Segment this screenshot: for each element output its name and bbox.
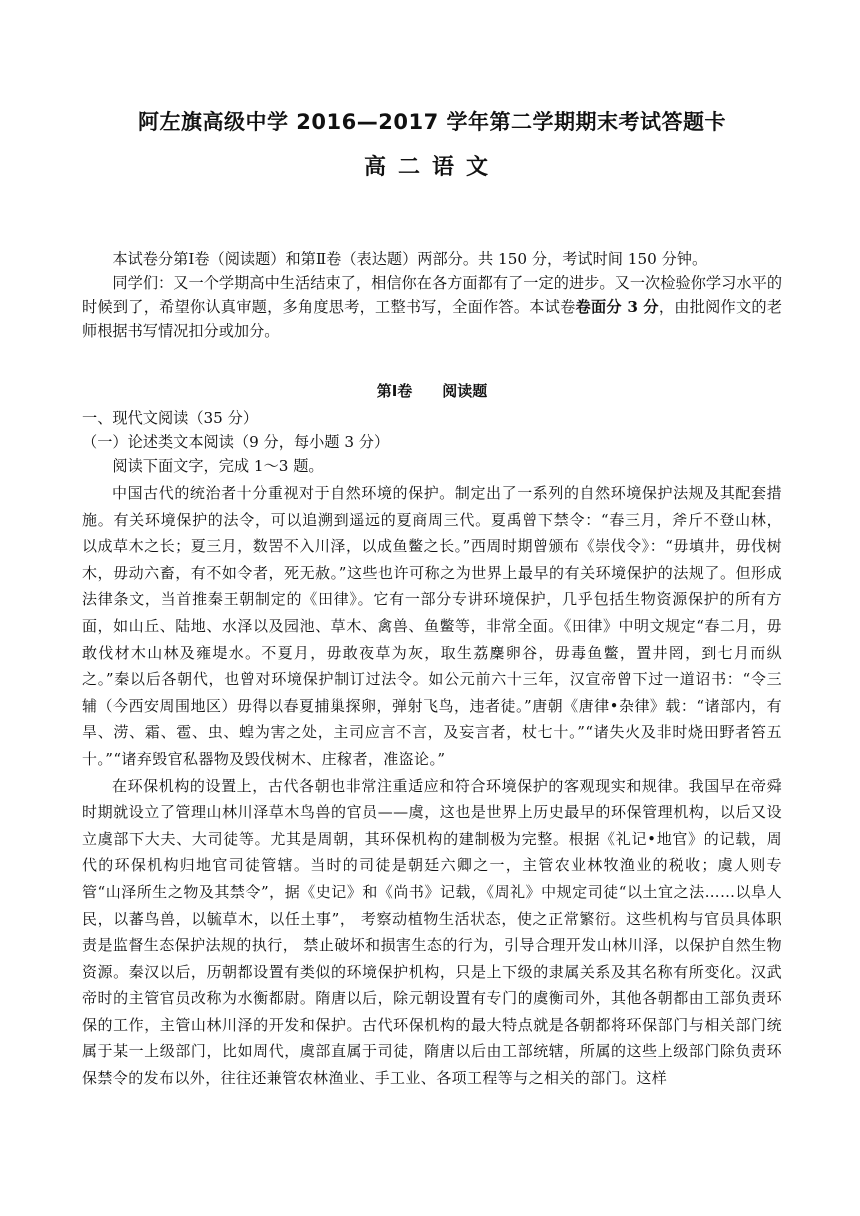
passage-paragraph-2: 在环保机构的设置上，古代各朝也非常注重适应和符合环境保护的客观现实和规律。我国早在帝舜时期就设立了管理山林川泽草木鸟兽的官员——虞，这也是世界上历史最早的环保管理机构，以后又设立虞部下大夫、大司徒等。尤其是周朝，其环保机构的建制极为完整。根据《礼记•地官》的记载，周代的环保机构归地官司徒管辖。当时的司徒是朝廷六卿之一，主管农业林牧渔业的税收；虞人则专管“山泽所生之物及其禁令”，据《史记》和《尚书》记载，《周礼》中规定司徒“以土宜之法……以阜人民，以蕃鸟兽，以毓草木，以任土事”， 考察动植物生活状态，使之正常繁衍。这些机构与官员具体职责是监督生态保护法规的执行， 禁止破坏和损害生态的行为，引导合理开发山林川泽，以保护自然生物资源。秦汉以后，历朝都设置有类似的环境保护机构，只是上下级的隶属关系及其名称有所变化。汉武帝时的主管官员改称为水衡都尉。隋唐以后，除元朝设置有专门的虞衡司外，其他各朝都由工部负责环保的工作，主管山林川泽的开发和保护。古代环保机构的最大特点就是各朝都将环保部门与相关部门统属于某一上级部门，比如周代，虞部直属于司徒，隋唐以后由工部统辖，所属的这些上级部门除负责环保禁令的发布以外，往往还兼管农林渔业、手工业、各项工程等与之相关的部门。这样 bbox=[82, 776, 782, 1088]
part-1-heading: 一、现代文阅读（35 分） bbox=[82, 409, 259, 427]
exam-intro bbox=[82, 247, 782, 343]
exam-title: 阿左旗高级中学 2016—2017 学年第二学期期末考试答题卡 bbox=[137, 110, 726, 134]
answer-sheet-page bbox=[82, 0, 782, 1216]
intro-line-2-start: 同学们：又一个学期高中生活结束了，相信你在各方面都有了一定的进步。又一次检验你学习水平的时候到了，希望你认真审题，多角度思考，工整书写，全面作答。本试卷 bbox=[82, 274, 782, 316]
intro-line-2-end: ，由批阅作文的老师根据书写情况扣分或加分。 bbox=[82, 298, 783, 340]
reading-passage bbox=[82, 480, 782, 1092]
intro-score-note: 卷面分 3 分 bbox=[575, 298, 659, 316]
part-1-subheading: （一）论述类文本阅读（9 分，每小题 3 分） bbox=[82, 433, 390, 451]
section-label: 第Ⅰ卷 bbox=[376, 382, 413, 400]
intro-line-1: 本试卷分第Ⅰ卷（阅读题）和第Ⅱ卷（表达题）两部分。共 150 分，考试时间 150 分钟。 bbox=[112, 250, 708, 268]
exam-subject: 高二语文 bbox=[363, 155, 500, 180]
section-heading bbox=[82, 380, 782, 401]
question-headings bbox=[82, 406, 782, 478]
passage-paragraph-1: 中国古代的统治者十分重视对于自然环境的保护。制定出了一系列的自然环境保护法规及其配套措施。有关环境保护的法令，可以追溯到遥远的夏商周三代。夏禹曾下禁令：“春三月，斧斤不登山林，以成草木之长；夏三月，数罟不入川泽，以成鱼鳖之长。”西周时期曾颁布《崇伐令》：“毋填井，毋伐树木，毋动六畜，有不如令者，死无赦。”这些也许可称之为世界上最早的有关环境保护的法规了。但形成法律条文，当首推秦王朝制定的《田律》。它有一部分专讲环境保护，几乎包括生物资源保护的所有方面，如山丘、陆地、水泽以及园池、草木、禽兽、鱼鳖等，非常全面。《田律》中明文规定“春二月，毋敢伐材木山林及雍堤水。不夏月，毋敢夜草为灰，取生荔麇卵谷，毋毒鱼鳖，置井罔，到七月而纵之。”秦以后各朝代，也曾对环境保护制订过法令。如公元前六十三年，汉宣帝曾下过一道诏书：“令三辅（今西安周围地区）毋得以春夏捕巢探卵，弹射飞鸟，违者徒。”唐朝《唐律•杂律》载：“诸部内，有旱、涝、霜、雹、虫、蝗为害之处，主司应言不言，及妄言者，杖七十。”“诸失火及非时烧田野者笞五十。”“诸弃毁官私器物及毁伐树木、庄稼者，准盗论。” bbox=[82, 484, 782, 768]
intro-line-2 bbox=[82, 271, 782, 343]
reading-instruction: 阅读下面文字，完成 1～3 题。 bbox=[112, 457, 324, 475]
section-name: 阅读题 bbox=[442, 382, 488, 400]
